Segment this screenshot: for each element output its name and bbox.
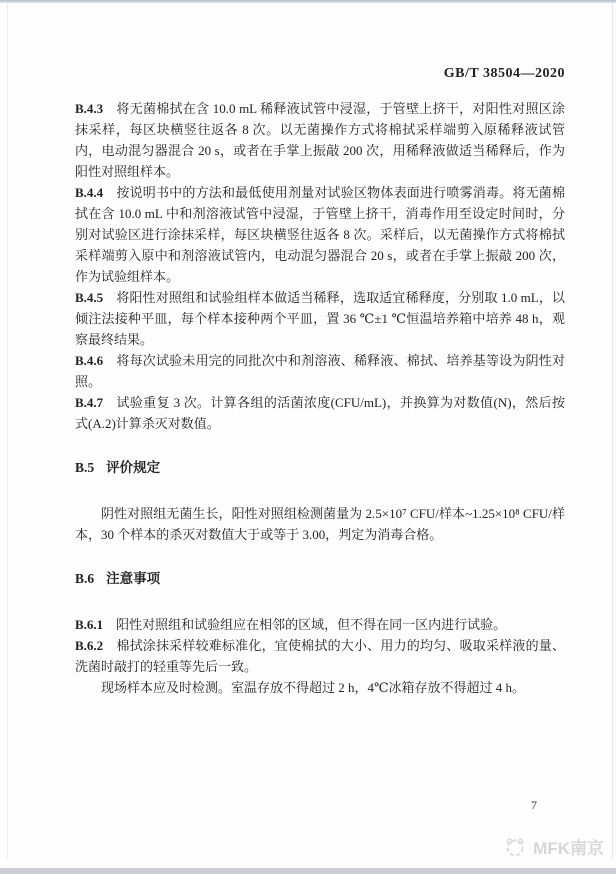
standard-code: GB/T 38504—2020 — [443, 66, 565, 81]
clause-b4-4 — [75, 182, 565, 287]
section-heading-b5 — [75, 460, 565, 476]
scan-edge-bottom — [0, 868, 616, 874]
clause-b4-6 — [75, 350, 565, 392]
clause-number: B.4.4 — [75, 185, 104, 200]
clause-text: 阳性对照组和试验组应在相邻的区域，但不得在同一区内进行试验。 — [116, 617, 507, 632]
scan-edge-left — [7, 3, 8, 859]
page-content — [75, 66, 565, 698]
clause-text: 将无菌棉拭在含 10.0 mL 稀释液试管中浸湿，于管壁上挤干，对阳性对照区涂抹采样，每区块横竖往返各 8 次。以无菌操作方式将棉拭采样端剪入原稀释液试管内，电动混匀器混合 20 s，或者在手掌上振敲 200 次，用稀释液做适当稀释后，作为阳性对照组样本。 — [75, 101, 565, 179]
clause-b6-2 — [75, 635, 565, 677]
clause-text: 棉拭涂抹采样较难标准化，宜使棉拭的大小、用力的均匀、吸取采样液的量、洗菌时敲打的轻重等先后一致。 — [75, 638, 565, 674]
scan-edge-right — [612, 3, 613, 859]
clause-number: B.6.2 — [75, 638, 104, 653]
clause-number: B.4.3 — [75, 101, 104, 116]
section-number: B.5 — [75, 460, 95, 475]
page-number: 7 — [531, 798, 537, 812]
clause-b6-1 — [75, 614, 565, 635]
clause-text: 试验重复 3 次。计算各组的活菌浓度(CFU/mL)，并换算为对数值(N)，然后按式(A.2)计算杀灭对数值。 — [75, 395, 565, 431]
field-sample-note: 现场样本应及时检测。室温存放不得超过 2 h，4℃冰箱存放不得超过 4 h。 — [101, 680, 526, 695]
evaluation-paragraph: 阴性对照组无菌生长，阳性对照组检测菌量为 2.5×10⁷ CFU/样本~1.25×10⁸ CFU/样本，30 个样本的杀灭对数值大于或等于 3.00，判定为消毒合格。 — [75, 506, 565, 542]
clause-b4-7 — [75, 392, 565, 434]
clause-b4-5 — [75, 287, 565, 350]
watermark-logo-icon — [503, 835, 527, 859]
clause-number: B.4.7 — [75, 395, 104, 410]
section-heading-b6 — [75, 571, 565, 587]
section-title: 注意事项 — [106, 571, 161, 586]
clause-b4-3 — [75, 98, 565, 182]
clause-number: B.4.5 — [75, 290, 104, 305]
scan-edge-top — [0, 0, 616, 3]
section-title: 评价规定 — [106, 460, 161, 475]
watermark — [503, 834, 604, 859]
clause-number: B.4.6 — [75, 353, 104, 368]
clause-text: 将阳性对照组和试验组样本做适当稀释，选取适宜稀释度，分别取 1.0 mL，以倾注法接种平皿，每个样本接种两个平皿，置 36 ℃±1 ℃恒温培养箱中培养 48 h，观察最终结果。 — [75, 290, 565, 347]
watermark-text: MFK南京 — [533, 839, 604, 858]
clause-text: 将每次试验未用完的同批次中和剂溶液、稀释液、棉拭、培养基等设为阴性对照。 — [75, 353, 565, 389]
clause-text: 按说明书中的方法和最低使用剂量对试验区物体表面进行喷雾消毒。将无菌棉拭在含 10.0 mL 中和剂溶液试管中浸湿，于管壁上挤干，消毒作用至设定时间时，分别对试验区进行涂抹采样，每区块横竖往返各 8 次。采样后，以无菌操作方式将棉拭采样端剪入原中和剂溶液试管内，电动混匀器混合 20 s，或者在手掌上振敲 200 次，作为试验组样本。 — [75, 185, 565, 284]
clause-number: B.6.1 — [75, 617, 104, 632]
section-number: B.6 — [75, 571, 95, 586]
